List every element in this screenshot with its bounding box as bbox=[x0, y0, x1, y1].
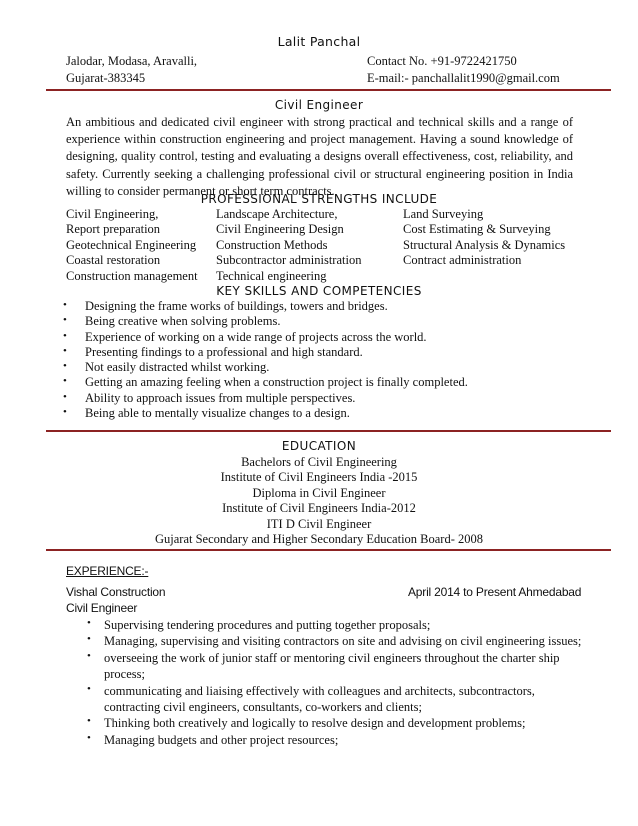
key-skill-text: Being able to mentally visualize changes to a design. bbox=[85, 406, 350, 421]
header-divider bbox=[46, 89, 611, 91]
experience-duty-item bbox=[87, 649, 581, 683]
key-skill-text: Designing the frame works of buildings, towers and bridges. bbox=[85, 299, 388, 313]
strength-item: Technical engineering bbox=[216, 268, 327, 283]
strengths-title: PROFESSIONAL STRENGTHS INCLUDE bbox=[200, 192, 438, 206]
key-skill-text: Experience of working on a wide range of projects across the world. bbox=[85, 329, 427, 344]
experience-title: EXPERIENCE:- bbox=[66, 564, 149, 578]
key-skill-item bbox=[63, 360, 468, 375]
strength-item: Cost Estimating & Surveying bbox=[403, 222, 551, 237]
bullet-icon: • bbox=[87, 633, 91, 646]
experience-duty-line: process; bbox=[104, 667, 145, 682]
summary-title: Civil Engineer bbox=[274, 98, 364, 112]
experience-duty-line: Managing, supervising and visiting contractors on site and advising on civil engineering issues; bbox=[104, 634, 582, 649]
bullet-icon: • bbox=[87, 682, 91, 695]
education-top-divider bbox=[46, 430, 611, 432]
summary-line: designing, quality control, testing and evaluating a designs overall effectiveness, cost, reliability, and bbox=[66, 149, 573, 164]
education-line: Institute of Civil Engineers India-2012 bbox=[222, 501, 416, 516]
bullet-icon: • bbox=[63, 375, 67, 388]
key-skill-item bbox=[63, 390, 468, 406]
experience-duty-line: Managing budgets and other project resources; bbox=[104, 732, 339, 747]
bullet-icon: • bbox=[63, 390, 67, 403]
employment-dates: April 2014 to Present Ahmedabad bbox=[408, 585, 582, 599]
strength-item: Civil Engineering Design bbox=[216, 222, 344, 237]
experience-duty-item bbox=[87, 731, 581, 748]
strength-item: Landscape Architecture, bbox=[216, 207, 338, 221]
key-skill-text: Ability to approach issues from multiple perspectives. bbox=[85, 390, 356, 405]
address-line-1: Jalodar, Modasa, Aravalli, bbox=[66, 54, 198, 68]
strength-item: Structural Analysis & Dynamics bbox=[403, 237, 566, 252]
strength-item: Geotechnical Engineering bbox=[66, 237, 197, 252]
summary-line: An ambitious and dedicated civil engineer with strong practical and technical skills and a range of bbox=[66, 115, 573, 129]
summary-line: safety. Currently seeking a challenging professional civil or structural engineering position in India bbox=[66, 166, 573, 181]
company-name: Vishal Construction bbox=[66, 585, 166, 599]
summary-line: experience within construction engineering and project management. Having a sound knowledge of bbox=[66, 132, 573, 147]
experience-duty-line: Supervising tendering procedures and putting together proposals; bbox=[104, 618, 431, 632]
strength-item: Subcontractor administration bbox=[216, 253, 362, 268]
experience-duty-item bbox=[87, 617, 581, 633]
education-line: Gujarat Secondary and Higher Secondary Education Board- 2008 bbox=[154, 532, 484, 546]
key-skills-list bbox=[63, 299, 468, 421]
summary-line: willing to consider permanent or short term contracts. bbox=[66, 183, 335, 198]
experience-duty-item bbox=[87, 715, 581, 731]
phone-number: Contact No. +91-9722421750 bbox=[367, 54, 517, 68]
key-skill-text: Not easily distracted whilst working. bbox=[85, 360, 270, 375]
key-skill-text: Getting an amazing feeling when a construction project is finally completed. bbox=[85, 375, 468, 390]
experience-duty-line: overseeing the work of junior staff or mentoring civil engineers throughout the charter ship bbox=[104, 650, 560, 665]
experience-duty-item bbox=[87, 633, 582, 649]
education-title: EDUCATION bbox=[281, 439, 357, 453]
bullet-icon: • bbox=[87, 617, 91, 629]
bullet-icon: • bbox=[63, 299, 67, 311]
bullet-icon: • bbox=[87, 715, 91, 728]
bullet-icon: • bbox=[87, 649, 91, 662]
key-skill-item bbox=[63, 329, 468, 345]
education-bottom-divider bbox=[46, 549, 611, 551]
key-skill-item bbox=[63, 375, 468, 390]
key-skill-item bbox=[63, 299, 468, 314]
address-line-2: Gujarat-383345 bbox=[66, 71, 146, 85]
strength-item: Construction management bbox=[66, 268, 198, 283]
experience-duty-line: Thinking both creatively and logically to resolve design and development problems; bbox=[104, 716, 526, 731]
key-skill-text: Presenting findings to a professional and high standard. bbox=[85, 344, 363, 359]
key-skill-item bbox=[63, 314, 468, 329]
job-role: Civil Engineer bbox=[66, 601, 138, 615]
bullet-icon: • bbox=[63, 406, 67, 419]
education-line: Institute of Civil Engineers India -2015 bbox=[220, 470, 418, 485]
strength-item: Construction Methods bbox=[216, 237, 328, 252]
bullet-icon: • bbox=[87, 731, 91, 744]
bullet-icon: • bbox=[63, 360, 67, 373]
key-skill-text: Being creative when solving problems. bbox=[85, 314, 281, 329]
strength-item: Coastal restoration bbox=[66, 253, 161, 268]
bullet-icon: • bbox=[63, 314, 67, 327]
experience-duty-line: communicating and liaising effectively with colleagues and architects, subcontractors, bbox=[104, 683, 535, 698]
bullet-icon: • bbox=[63, 329, 67, 342]
strength-item: Land Surveying bbox=[403, 207, 484, 221]
experience-duty-line: contracting civil engineers, consultants, co-workers and clients; bbox=[104, 699, 422, 714]
education-line: Bachelors of Civil Engineering bbox=[241, 455, 397, 469]
education-line: Diploma in Civil Engineer bbox=[252, 485, 386, 500]
key-skill-item bbox=[63, 344, 468, 360]
key-skills-title: KEY SKILLS AND COMPETENCIES bbox=[216, 284, 422, 298]
education-line: ITI D Civil Engineer bbox=[266, 516, 372, 531]
summary-paragraph bbox=[66, 114, 573, 200]
bullet-icon: • bbox=[63, 344, 67, 357]
experience-duty-item bbox=[87, 682, 581, 716]
strength-item: Report preparation bbox=[66, 222, 161, 237]
strength-item: Civil Engineering, bbox=[66, 207, 159, 221]
experience-duties-list bbox=[87, 617, 582, 748]
candidate-name: Lalit Panchal bbox=[277, 34, 361, 49]
strength-item: Contract administration bbox=[403, 253, 522, 268]
key-skill-item bbox=[63, 406, 468, 421]
email-address: E-mail:- panchallalit1990@gmail.com bbox=[367, 71, 560, 85]
